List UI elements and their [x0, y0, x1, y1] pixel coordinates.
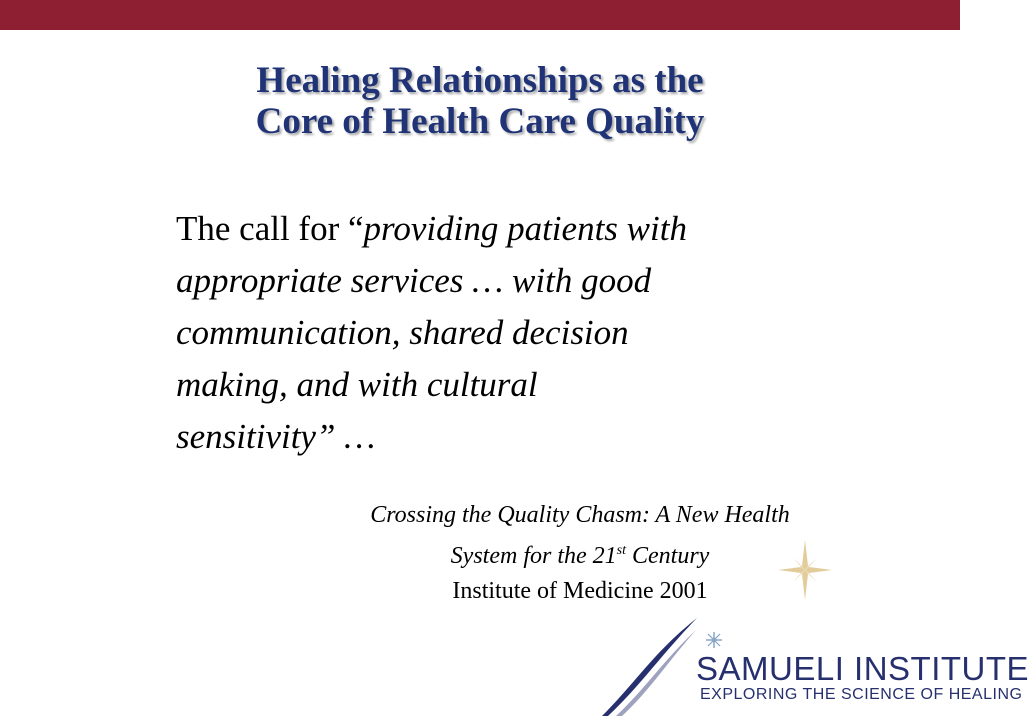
logo-name: SAMUELI INSTITUTE: [696, 650, 1029, 687]
samueli-institute-logo: [596, 612, 1029, 720]
sparkle-star-icon: [775, 540, 835, 600]
quote-line-4: [176, 359, 876, 411]
quote-line-5-text: sensitivity” …: [176, 417, 376, 456]
logo-star-icon: [706, 632, 722, 648]
slide-title: [0, 60, 960, 142]
logo-tagline: EXPLORING THE SCIENCE OF HEALING: [700, 686, 1023, 703]
citation-publisher: Institute of Medicine 2001: [452, 578, 708, 604]
quote-line-4-text: making, and with cultural: [176, 365, 538, 404]
quote-line-2-text: appropriate services … with good: [176, 261, 652, 300]
quote-line-1-italic: providing patients with: [363, 209, 687, 248]
quote-line-5: [176, 411, 876, 463]
citation-superscript: st: [616, 543, 626, 558]
top-banner: [0, 0, 960, 30]
quote-line-3: [176, 307, 876, 359]
citation-book-line-2-prefix: System for the 21: [450, 543, 617, 569]
quote-line-2: [176, 255, 876, 307]
citation-book-line-2-suffix: Century: [626, 543, 710, 569]
slide-title-line-1: Healing Relationships as the: [256, 60, 704, 101]
citation-book-line-1: [280, 498, 880, 533]
quote-line-3-text: communication, shared decision: [176, 313, 629, 352]
slide-title-line-2: Core of Health Care Quality: [255, 101, 705, 142]
quote-line-1-prefix: The call for “: [176, 209, 364, 248]
quote-block: [176, 203, 876, 463]
quote-line-1: [176, 203, 876, 255]
citation-book-line-1-text: Crossing the Quality Chasm: A New Health: [370, 502, 790, 528]
